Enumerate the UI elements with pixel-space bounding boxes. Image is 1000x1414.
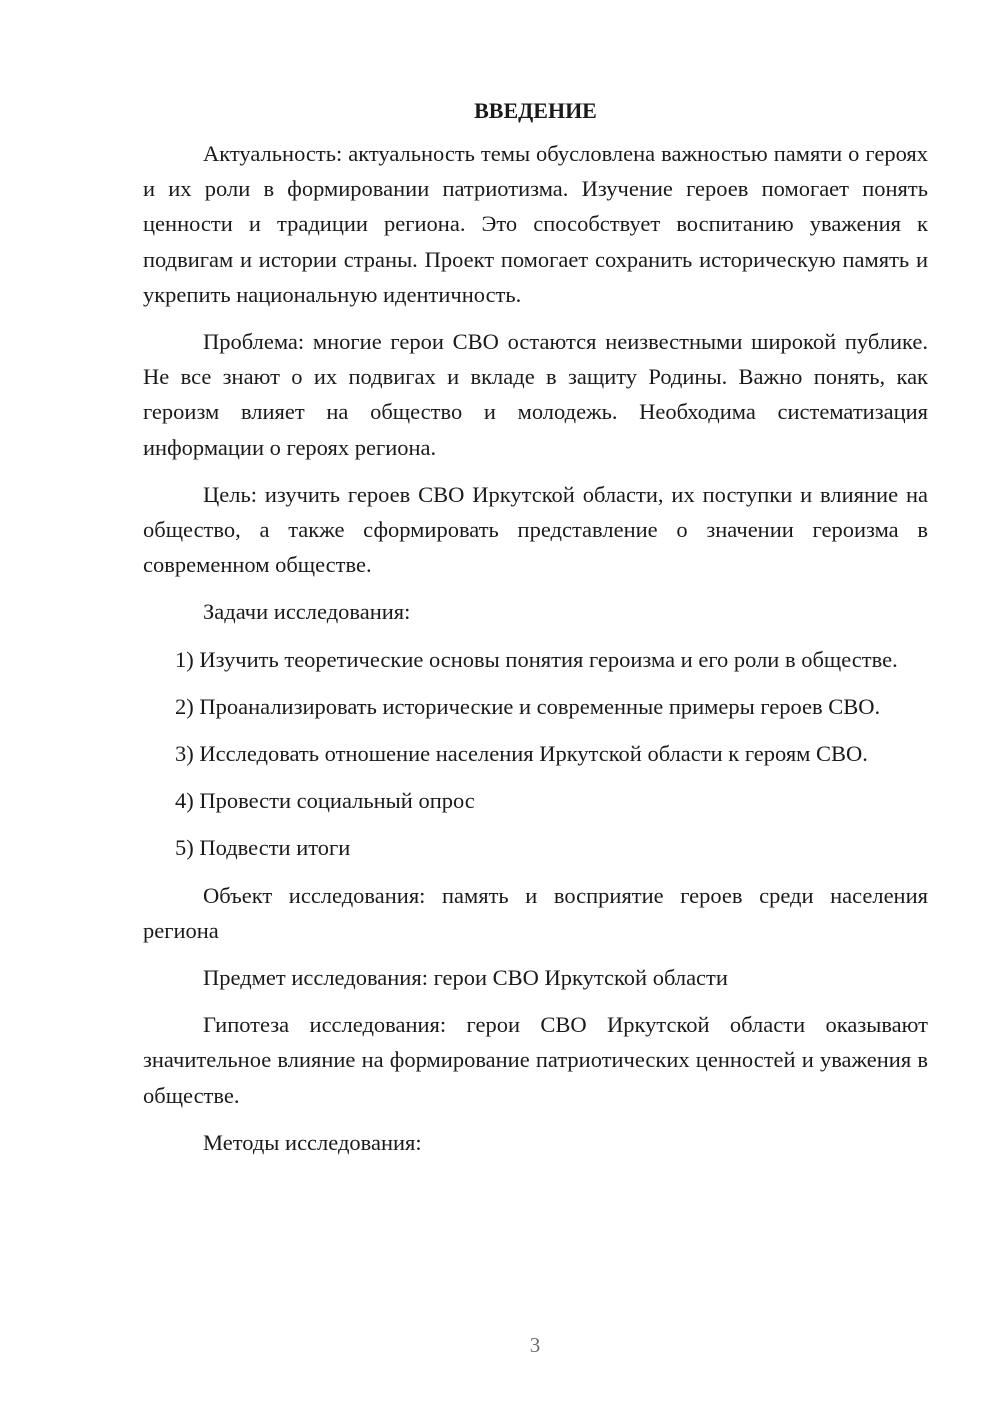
task-item-2: 2) Проанализировать исторические и современные примеры героев СВО. [175, 693, 881, 719]
subject-paragraph: Предмет исследования: герои СВО Иркутской области [203, 965, 728, 991]
problem-paragraph: Проблема: многие герои СВО остаются неизвестными широкой публике. Не все знают о их подвигах и вкладе в защиту Родины. Важно понять, как героизм влияет на общество и молодежь. Необходима систематизация информации о героях региона. [143, 329, 928, 460]
page-number: 3 [529, 1333, 541, 1357]
task-item-5: 5) Подвести итоги [175, 835, 351, 861]
task-item-4: 4) Провести социальный опрос [175, 788, 475, 814]
document-page [143, 96, 928, 1160]
page-title: ВВЕДЕНИЕ [474, 98, 597, 123]
goal-paragraph: Цель: изучить героев СВО Иркутской области, их поступки и влияние на общество, а также сформировать представление о значении героизма в современном обществе. [143, 481, 928, 578]
methods-heading: Методы исследования: [203, 1129, 422, 1155]
tasks-heading: Задачи исследования: [203, 599, 411, 625]
object-paragraph: Объект исследования: память и восприятие героев среди населения региона [143, 882, 928, 943]
relevance-paragraph: Актуальность: актуальность темы обусловлена важностью памяти о героях и их роли в формировании патриотизма. Изучение героев помогает понять ценности и традиции региона. Это способствует воспитанию уважения к подвигам и истории страны. Проект помогает сохранить историческую память и укрепить национальную идентичность. [143, 141, 928, 307]
task-item-3: 3) Исследовать отношение населения Иркутской области к героям СВО. [175, 741, 868, 767]
hypothesis-paragraph: Гипотеза исследования: герои СВО Иркутской области оказывают значительное влияние на формирование патриотических ценностей и уважения в обществе. [143, 1012, 928, 1108]
task-item-1: 1) Изучить теоретические основы понятия героизма и его роли в обществе. [175, 646, 898, 672]
